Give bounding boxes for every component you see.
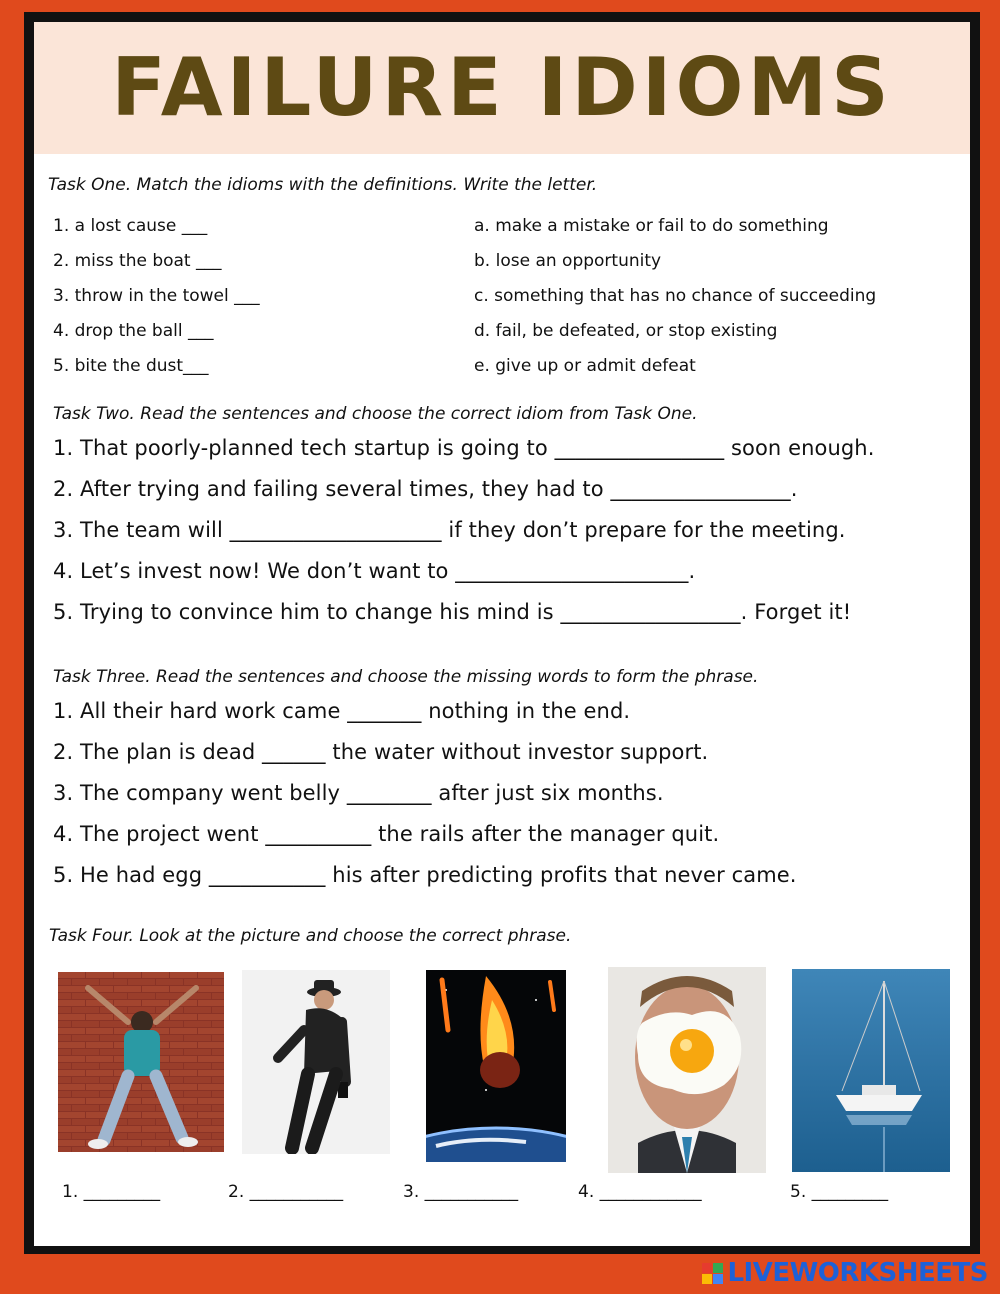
- task-one-heading: Task One. Match the idioms with the definitions. Write the letter.: [48, 175, 598, 195]
- liveworksheets-logo[interactable]: [702, 1258, 988, 1288]
- definition-item: c. something that has no chance of succeeding: [474, 286, 877, 306]
- task-two-sentence[interactable]: 3. The team will ____________________ if they don’t prepare for the meeting.: [53, 518, 846, 542]
- brand-name: LIVEWORKSHEETS: [727, 1258, 988, 1288]
- worksheet-title: FAILURE IDIOMS: [111, 41, 893, 134]
- task-three-sentence[interactable]: 4. The project went __________ the rails after the manager quit.: [53, 822, 720, 846]
- liveworksheets-logo-icon: [702, 1263, 723, 1284]
- task-three-sentence[interactable]: 3. The company went belly ________ after just six months.: [53, 781, 664, 805]
- task-two-sentence[interactable]: 4. Let’s invest now! We don’t want to ______________________.: [53, 559, 696, 583]
- definition-item: e. give up or admit defeat: [474, 356, 696, 376]
- task-two-sentence[interactable]: 2. After trying and failing several times, they had to _________________.: [53, 477, 798, 501]
- task-three-sentence[interactable]: 2. The plan is dead ______ the water without investor support.: [53, 740, 709, 764]
- task-three-sentence[interactable]: 5. He had egg ___________ his after predicting profits that never came.: [53, 863, 797, 887]
- meteor-icon: [426, 970, 566, 1162]
- picture-answer-blank[interactable]: 5. _________: [790, 1182, 889, 1202]
- picture-answer-blank[interactable]: 2. ___________: [228, 1182, 344, 1202]
- sailboat-icon: [792, 969, 950, 1172]
- task-two-heading: Task Two. Read the sentences and choose the correct idiom from Task One.: [53, 404, 698, 424]
- task-four-heading: Task Four. Look at the picture and choose the correct phrase.: [49, 926, 572, 946]
- idiom-item: 4. drop the ball ___: [53, 321, 214, 341]
- task-three-heading: Task Three. Read the sentences and choose the missing words to form the phrase.: [53, 667, 759, 687]
- idiom-item: 3. throw in the towel ___: [53, 286, 260, 306]
- man-against-wall-icon: [58, 972, 224, 1152]
- task-three-sentence[interactable]: 1. All their hard work came _______ nothing in the end.: [53, 699, 631, 723]
- idiom-item: 5. bite the dust___: [53, 356, 209, 376]
- idiom-item: 2. miss the boat ___: [53, 251, 222, 271]
- idiom-item: 1. a lost cause ___: [53, 216, 208, 236]
- egg-on-face-icon: [608, 967, 766, 1173]
- title-band: [34, 22, 970, 154]
- worksheet: [34, 22, 970, 1246]
- definition-item: d. fail, be defeated, or stop existing: [474, 321, 778, 341]
- picture-answer-blank[interactable]: 1. _________: [62, 1182, 161, 1202]
- man-dropping-gun-icon: [242, 970, 390, 1154]
- task-two-sentence[interactable]: 1. That poorly-planned tech startup is going to ________________ soon enough.: [53, 436, 875, 460]
- definition-item: a. make a mistake or fail to do something: [474, 216, 829, 236]
- task-two-sentence[interactable]: 5. Trying to convince him to change his mind is _________________. Forget it!: [53, 600, 852, 624]
- picture-answer-blank[interactable]: 4. ____________: [578, 1182, 702, 1202]
- definition-item: b. lose an opportunity: [474, 251, 662, 271]
- picture-answer-blank[interactable]: 3. ___________: [403, 1182, 519, 1202]
